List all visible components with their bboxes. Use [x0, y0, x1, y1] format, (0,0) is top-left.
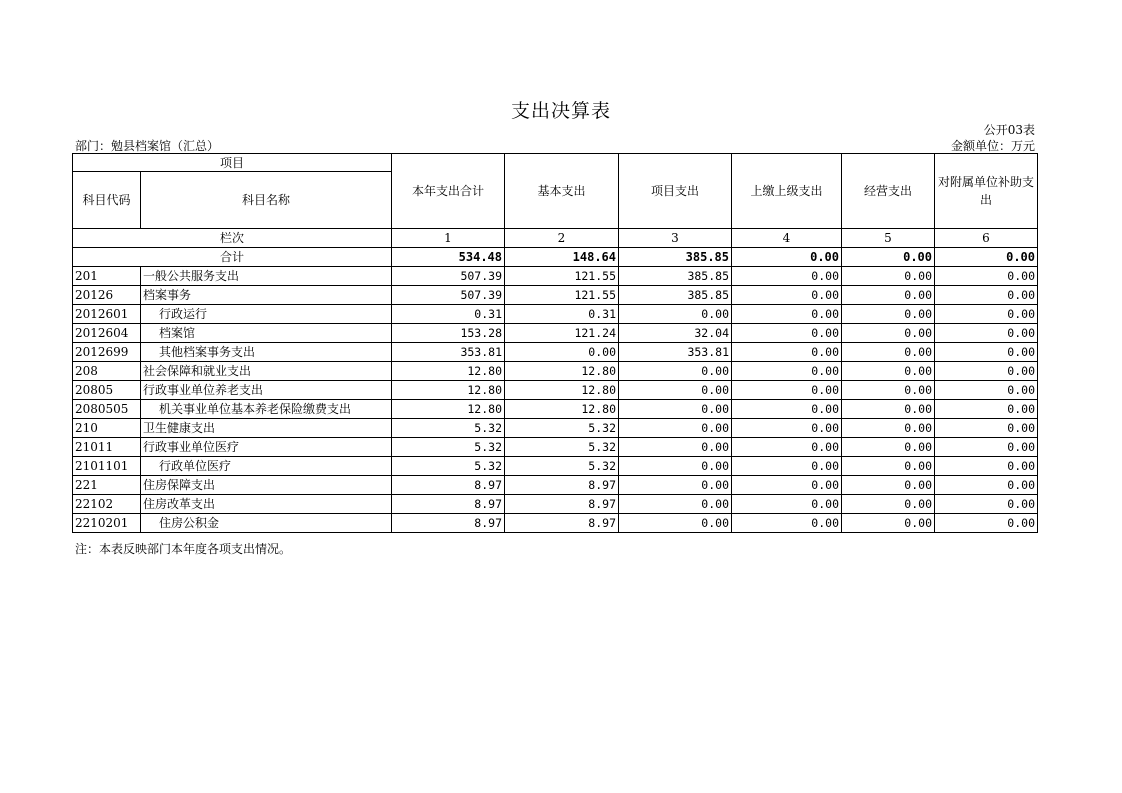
expenditure-table	[72, 153, 1038, 533]
amount-cell: 0.00	[935, 267, 1038, 286]
amount-cell: 153.28	[392, 324, 505, 343]
total-value: 385.85	[619, 248, 732, 267]
subject-code: 208	[73, 362, 141, 381]
table-row	[73, 267, 1038, 286]
table-row	[73, 514, 1038, 533]
total-value: 0.00	[935, 248, 1038, 267]
subject-code: 21011	[73, 438, 141, 457]
amount-cell: 0.00	[935, 495, 1038, 514]
subject-code: 2012601	[73, 305, 141, 324]
amount-cell: 0.00	[935, 286, 1038, 305]
amount-cell: 0.00	[842, 362, 935, 381]
total-value: 0.00	[732, 248, 842, 267]
amount-cell: 0.31	[392, 305, 505, 324]
subject-name: 行政单位医疗	[141, 457, 392, 476]
subject-name: 一般公共服务支出	[141, 267, 392, 286]
table-row	[73, 286, 1038, 305]
amount-cell: 385.85	[619, 286, 732, 305]
table-row	[73, 305, 1038, 324]
header-row-project	[73, 154, 1038, 172]
subject-name: 卫生健康支出	[141, 419, 392, 438]
amount-cell: 0.00	[619, 362, 732, 381]
amount-cell: 0.00	[935, 324, 1038, 343]
amount-cell: 121.55	[505, 286, 619, 305]
amount-cell: 0.00	[842, 286, 935, 305]
subject-code: 20805	[73, 381, 141, 400]
amount-unit-label: 金额单位：万元	[950, 139, 1035, 153]
amount-cell: 5.32	[392, 438, 505, 457]
amount-cell: 0.00	[842, 400, 935, 419]
amount-cell: 0.00	[619, 305, 732, 324]
amount-cell: 353.81	[392, 343, 505, 362]
table-row	[73, 362, 1038, 381]
column-number: 3	[619, 229, 732, 248]
amount-cell: 0.00	[935, 419, 1038, 438]
amount-cell: 5.32	[392, 419, 505, 438]
amount-cell: 0.00	[842, 324, 935, 343]
table-row	[73, 438, 1038, 457]
amount-cell: 385.85	[619, 267, 732, 286]
column-number: 4	[732, 229, 842, 248]
amount-cell: 0.00	[619, 400, 732, 419]
amount-cell: 0.00	[935, 362, 1038, 381]
amount-cell: 5.32	[505, 438, 619, 457]
column-number-row	[73, 229, 1038, 248]
subject-name: 住房公积金	[141, 514, 392, 533]
header-name: 科目名称	[141, 172, 392, 229]
amount-cell: 0.00	[842, 476, 935, 495]
amount-cell: 32.04	[619, 324, 732, 343]
total-value: 534.48	[392, 248, 505, 267]
amount-cell: 8.97	[505, 495, 619, 514]
subject-name: 档案馆	[141, 324, 392, 343]
amount-cell: 0.00	[505, 343, 619, 362]
page-title: 支出决算表	[510, 100, 611, 122]
subject-code: 2210201	[73, 514, 141, 533]
amount-cell: 0.00	[842, 438, 935, 457]
subject-name: 住房改革支出	[141, 495, 392, 514]
amount-cell: 0.00	[842, 514, 935, 533]
subject-code: 210	[73, 419, 141, 438]
table-row	[73, 476, 1038, 495]
amount-cell: 5.32	[505, 457, 619, 476]
amount-cell: 8.97	[392, 514, 505, 533]
amount-cell: 0.00	[842, 267, 935, 286]
amount-cell: 0.00	[732, 362, 842, 381]
amount-cell: 0.00	[842, 343, 935, 362]
amount-cell: 0.00	[732, 419, 842, 438]
subject-code: 201	[73, 267, 141, 286]
amount-cell: 0.00	[935, 514, 1038, 533]
total-value: 0.00	[842, 248, 935, 267]
header-col-basic: 基本支出	[505, 154, 619, 229]
amount-cell: 0.00	[935, 343, 1038, 362]
form-number: 公开03表	[983, 123, 1035, 137]
amount-cell: 12.80	[392, 362, 505, 381]
amount-cell: 121.55	[505, 267, 619, 286]
amount-cell: 5.32	[505, 419, 619, 438]
total-row	[73, 248, 1038, 267]
amount-cell: 0.00	[732, 381, 842, 400]
header-col-subsidy: 对附属单位补助支出	[935, 154, 1038, 229]
amount-cell: 12.80	[392, 400, 505, 419]
amount-cell: 0.00	[935, 381, 1038, 400]
table-row	[73, 495, 1038, 514]
column-row-label: 栏次	[73, 229, 392, 248]
amount-cell: 0.00	[732, 438, 842, 457]
subject-name: 行政运行	[141, 305, 392, 324]
amount-cell: 0.00	[935, 476, 1038, 495]
amount-cell: 0.00	[842, 495, 935, 514]
amount-cell: 5.32	[392, 457, 505, 476]
amount-cell: 0.00	[732, 476, 842, 495]
amount-cell: 0.00	[935, 438, 1038, 457]
amount-cell: 0.00	[619, 476, 732, 495]
total-label: 合计	[73, 248, 392, 267]
amount-cell: 0.00	[842, 381, 935, 400]
amount-cell: 0.00	[732, 495, 842, 514]
amount-cell: 0.00	[935, 305, 1038, 324]
subject-code: 22102	[73, 495, 141, 514]
subject-name: 社会保障和就业支出	[141, 362, 392, 381]
amount-cell: 0.00	[619, 457, 732, 476]
amount-cell: 12.80	[505, 381, 619, 400]
amount-cell: 8.97	[392, 476, 505, 495]
subject-code: 2012699	[73, 343, 141, 362]
amount-cell: 8.97	[505, 476, 619, 495]
amount-cell: 0.00	[619, 381, 732, 400]
table-row	[73, 324, 1038, 343]
subject-name: 住房保障支出	[141, 476, 392, 495]
amount-cell: 0.00	[732, 267, 842, 286]
table-row	[73, 457, 1038, 476]
column-number: 1	[392, 229, 505, 248]
subject-code: 2080505	[73, 400, 141, 419]
amount-cell: 0.00	[619, 438, 732, 457]
amount-cell: 0.00	[732, 324, 842, 343]
header-col-project: 项目支出	[619, 154, 732, 229]
column-number: 5	[842, 229, 935, 248]
table-body	[73, 154, 1038, 533]
subject-code: 2012604	[73, 324, 141, 343]
subject-name: 机关事业单位基本养老保险缴费支出	[141, 400, 392, 419]
amount-cell: 0.00	[619, 419, 732, 438]
amount-cell: 121.24	[505, 324, 619, 343]
subject-name: 档案事务	[141, 286, 392, 305]
amount-cell: 353.81	[619, 343, 732, 362]
amount-cell: 0.00	[732, 514, 842, 533]
column-number: 2	[505, 229, 619, 248]
amount-cell: 507.39	[392, 286, 505, 305]
table-row	[73, 343, 1038, 362]
header-col-remit: 上缴上级支出	[732, 154, 842, 229]
subject-name: 其他档案事务支出	[141, 343, 392, 362]
subject-code: 221	[73, 476, 141, 495]
subject-name: 行政事业单位医疗	[141, 438, 392, 457]
amount-cell: 0.00	[935, 400, 1038, 419]
header-code: 科目代码	[73, 172, 141, 229]
table-row	[73, 381, 1038, 400]
amount-cell: 0.00	[842, 305, 935, 324]
amount-cell: 0.00	[732, 343, 842, 362]
header-col-total: 本年支出合计	[392, 154, 505, 229]
amount-cell: 12.80	[505, 400, 619, 419]
amount-cell: 0.00	[732, 305, 842, 324]
footnote: 注：本表反映部门本年度各项支出情况。	[75, 542, 292, 556]
amount-cell: 0.00	[842, 457, 935, 476]
subject-name: 行政事业单位养老支出	[141, 381, 392, 400]
amount-cell: 12.80	[392, 381, 505, 400]
amount-cell: 0.00	[619, 514, 732, 533]
department-label: 部门：勉县档案馆（汇总）	[75, 139, 220, 153]
amount-cell: 8.97	[505, 514, 619, 533]
amount-cell: 0.00	[732, 400, 842, 419]
column-number: 6	[935, 229, 1038, 248]
header-project: 项目	[73, 154, 392, 172]
amount-cell: 0.00	[935, 457, 1038, 476]
subject-code: 20126	[73, 286, 141, 305]
amount-cell: 0.00	[619, 495, 732, 514]
table-row	[73, 400, 1038, 419]
amount-cell: 0.31	[505, 305, 619, 324]
subject-code: 2101101	[73, 457, 141, 476]
amount-cell: 507.39	[392, 267, 505, 286]
amount-cell: 8.97	[392, 495, 505, 514]
total-value: 148.64	[505, 248, 619, 267]
header-col-operating: 经营支出	[842, 154, 935, 229]
amount-cell: 0.00	[842, 419, 935, 438]
amount-cell: 0.00	[732, 286, 842, 305]
amount-cell: 12.80	[505, 362, 619, 381]
amount-cell: 0.00	[732, 457, 842, 476]
table-row	[73, 419, 1038, 438]
